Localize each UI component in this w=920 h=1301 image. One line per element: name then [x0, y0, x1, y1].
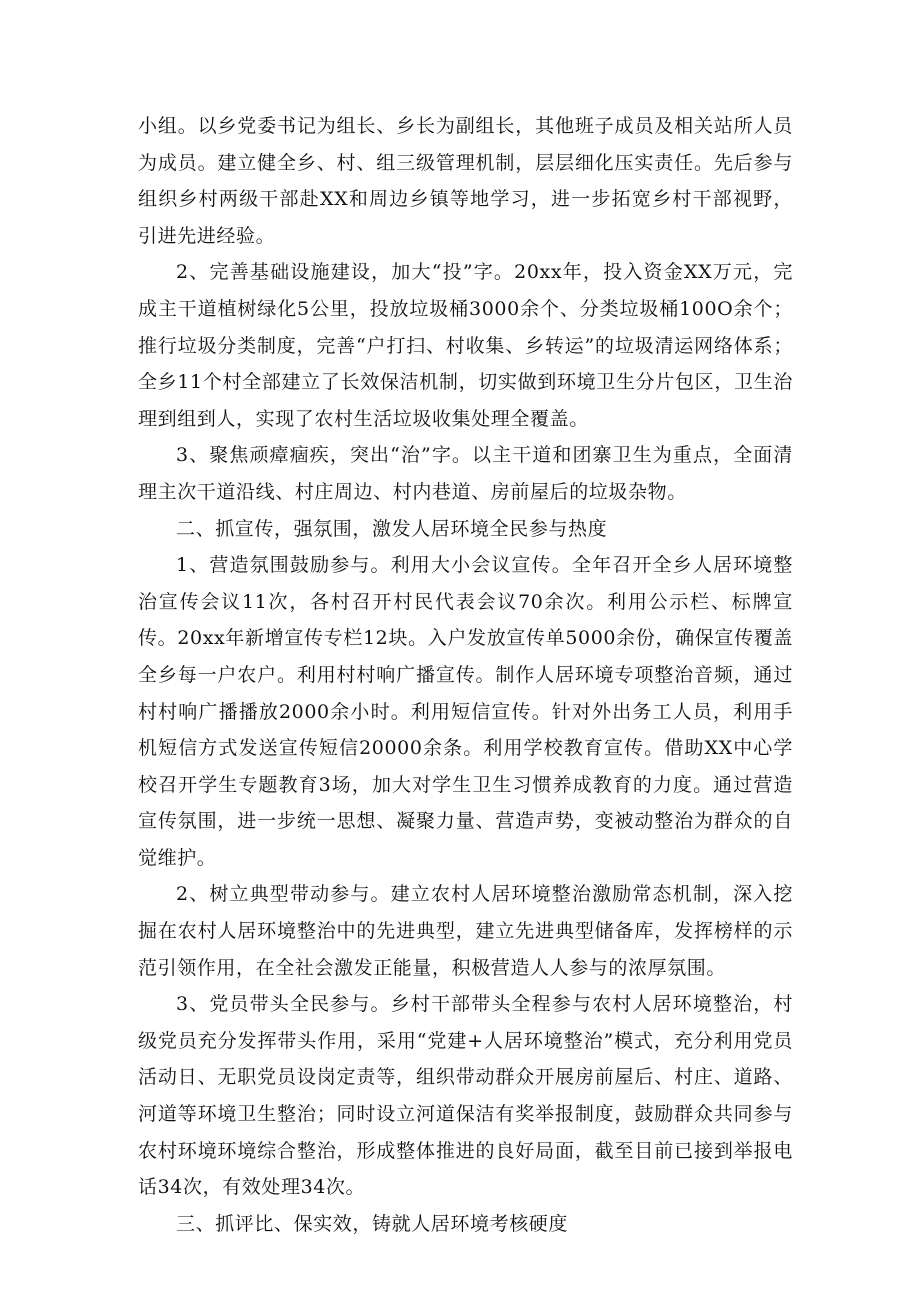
section-heading-publicity: 二、抓宣传，强氛围，激发人居环境全民参与热度 [176, 517, 608, 540]
section-heading-evaluation: 三、抓评比、保实效，铸就人居环境考核硬度 [176, 1212, 569, 1235]
document-body [138, 108, 793, 1242]
paragraph-infrastructure: 2、完善基础设施建设，加大“投”字。20xx年，投入资金XX万元，完成主干道植树绿化5公里，投放垃圾桶3000余个、分类垃圾桶100O余个；推行垃圾分类制度，完善“户打扫、村收集、乡转运”的垃圾清运网络体系；全乡11个村全部建立了长效保洁机制，切实做到环境卫生分片包区，卫生治理到组到人，实现了农村生活垃圾收集处理全覆盖。 [138, 261, 793, 430]
paragraph-party-members: 3、党员带头全民参与。乡村干部带头全程参与农村人居环境整治，村级党员充分发挥带头作用，采用“党建+人居环境整治”模式，充分利用党员活动日、无职党员设岗定责等，组织带动群众开展房前屋后、村庄、道路、河道等环境卫生整治；同时设立河道保洁有奖举报制度，鼓励群众共同参与农村环境环境综合整治，形成整体推进的良好局面，截至目前已接到举报电话34次，有效处理34次。 [138, 993, 793, 1199]
paragraph-governance: 3、聚焦顽瘴痼疾，突出“治”字。以主干道和团寨卫生为重点，全面清理主次干道沿线、村庄周边、村内巷道、房前屋后的垃圾杂物。 [138, 444, 793, 503]
paragraph-role-models: 2、树立典型带动参与。建立农村人居环境整治激励常态机制，深入挖掘在农村人居环境整治中的先进典型，建立先进典型储备库，发挥榜样的示范引领作用，在全社会激发正能量，积极营造人人参与的浓厚氛围。 [138, 883, 793, 979]
paragraph-atmosphere: 1、营造氛围鼓励参与。利用大小会议宣传。全年召开全乡人居环境整治宣传会议11次，各村召开村民代表会议70余次。利用公示栏、标牌宣传。20xx年新增宣传专栏12块。入户发放宣传单5000余份，确保宣传覆盖全乡每一户农户。利用村村响广播宣传。制作人居环境专项整治音频，通过村村响广播播放2000余小时。利用短信宣传。针对外出务工人员，利用手机短信方式发送宣传短信20000余条。利用学校教育宣传。借助XX中心学校召开学生专题教育3场，加大对学生卫生习惯养成教育的力度。通过营造宣传氛围，进一步统一思想、凝聚力量、营造声势，变被动整治为群众的自觉维护。 [138, 554, 793, 869]
paragraph-leading-group: 小组。以乡党委书记为组长、乡长为副组长，其他班子成员及相关站所人员为成员。建立健全乡、村、组三级管理机制，层层细化压实责任。先后参与组织乡村两级干部赴XX和周边乡镇等地学习，进一步拓宽乡村干部视野，引进先进经验。 [138, 115, 793, 247]
